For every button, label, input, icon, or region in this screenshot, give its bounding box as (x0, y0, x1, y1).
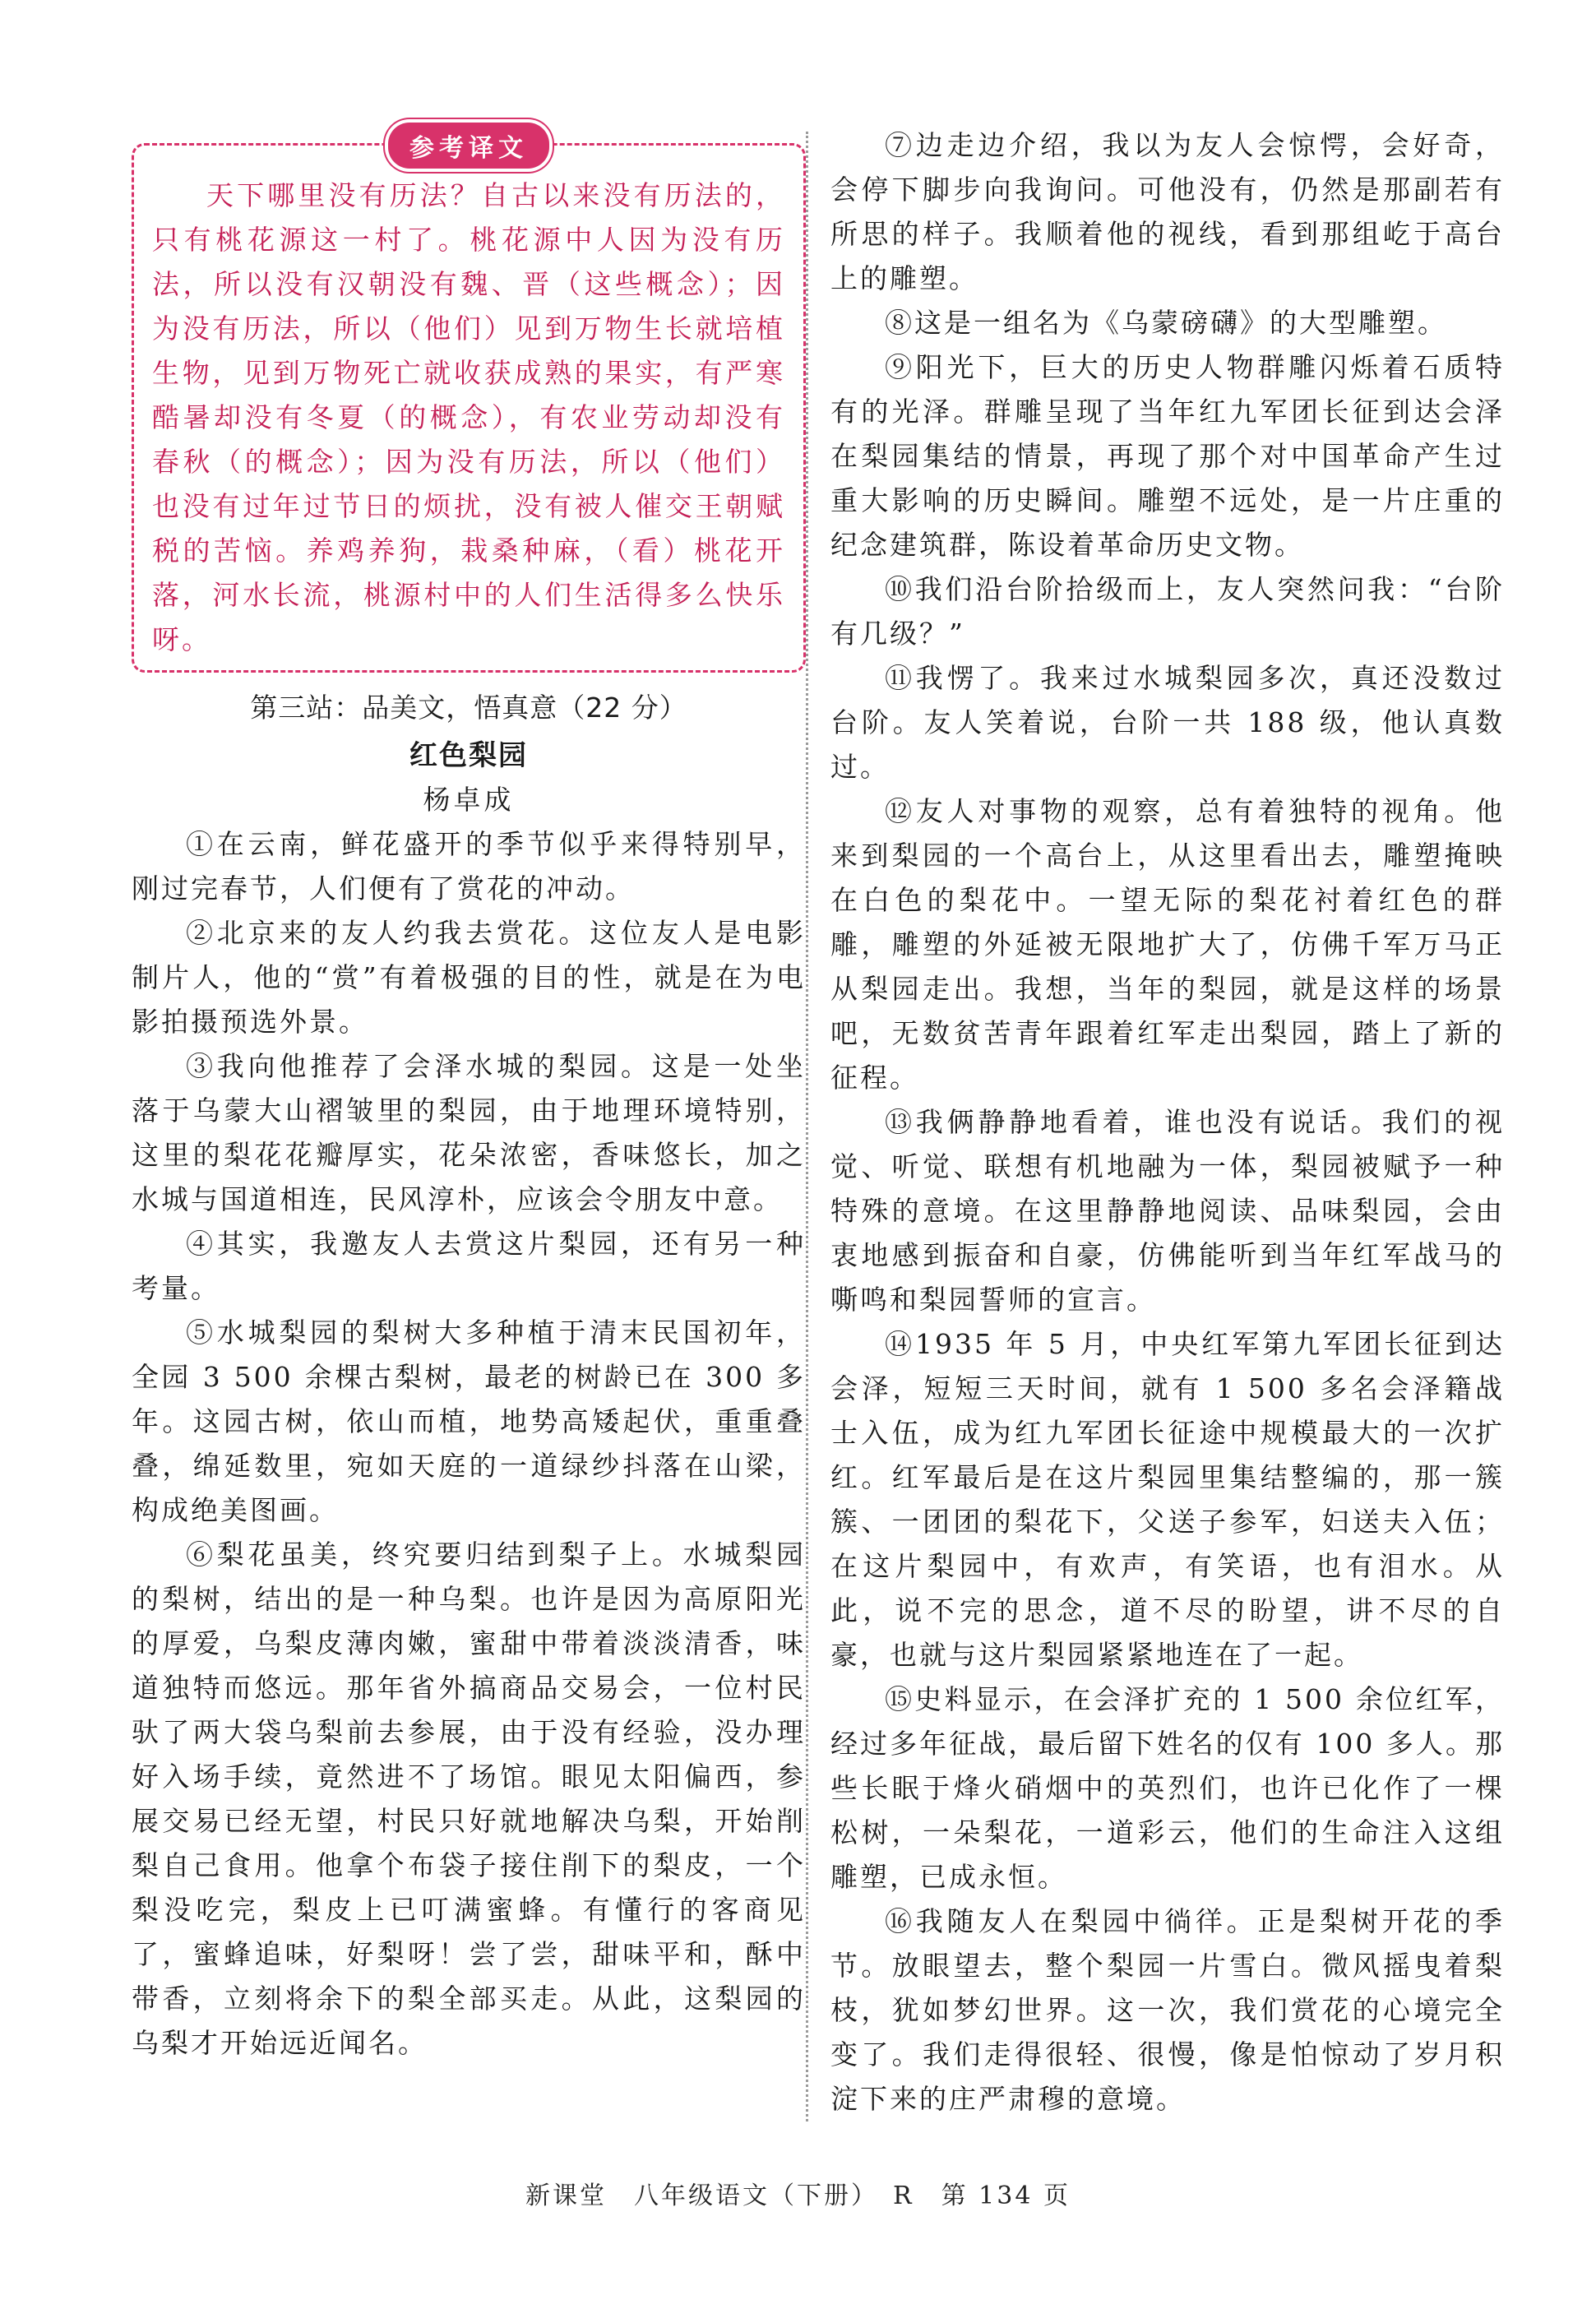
paragraph-12: ⑫友人对事物的观察，总有着独特的视角。他来到梨园的一个高台上，从这里看出去，雕塑掩映在白色的梨花中。一望无际的梨花衬着红色的群雕，雕塑的外延被无限地扩大了，仿佛千军万马正从梨园走出。我想，当年的梨园，就是这样的场景吧，无数贫苦青年跟着红军走出梨园，踏上了新的征程。 (830, 795, 1505, 1094)
paragraph-8: ⑧这是一组名为《乌蒙磅礴》的大型雕塑。 (885, 307, 1447, 339)
paragraph-13: ⑬我俩静静地看着，谁也没有说话。我们的视觉、听觉、联想有机地融为一体，梨园被赋予一种特殊的意境。在这里静静地阅读、品味梨园，会由衷地感到振奋和自豪，仿佛能听到当年红军战马的嘶鸣和梨园誓师的宣言。 (830, 1106, 1505, 1316)
paragraph-7: ⑦边走边介绍，我以为友人会惊愕，会好奇，会停下脚步向我询问。可他没有，仍然是那副若有所思的样子。我顺着他的视线，看到那组屹于高台上的雕塑。 (830, 129, 1505, 294)
reference-translation-box (132, 134, 806, 673)
left-column (132, 123, 806, 2066)
paragraph-14: ⑭1935 年 5 月，中央红军第九军团长征到达会泽，短短三天时间，就有 1 500 多名会泽籍战士入伍，成为红九军团长征途中规模最大的一次扩红。红军最后是在这片梨园里集结整编的，那一簇簇、一团团的梨花下，父送子参军，妇送夫入伍；在这片梨园中，有欢声，有笑语，也有泪水。从此，说不完的思念，道不尽的盼望，讲不尽的自豪，也就与这片梨园紧紧地连在了一起。 (830, 1328, 1505, 1671)
paragraph-3: ③我向他推荐了会泽水城的梨园。这是一处坐落于乌蒙大山褶皱里的梨园，由于地理环境特别，这里的梨花花瓣厚实，花朵浓密，香味悠长，加之水城与国道相连，民风淳朴，应该会令朋友中意。 (132, 1050, 806, 1215)
paragraph-4: ④其实，我邀友人去赏这片梨园，还有另一种考量。 (132, 1228, 806, 1304)
article-title: 红色梨园 (409, 739, 528, 772)
column-divider (806, 132, 808, 2121)
right-column (830, 123, 1505, 2121)
paragraph-9: ⑨阳光下，巨大的历史人物群雕闪烁着石质特有的光泽。群雕呈现了当年红九军团长征到达会泽在梨园集结的情景，再现了那个对中国革命产生过重大影响的历史瞬间。雕塑不远处，是一片庄重的纪念建筑群，陈设着革命历史文物。 (830, 351, 1505, 561)
section-title: 第三站：品美文，悟真意（22 分） (250, 692, 687, 724)
box-title-badge: 参考译文 (388, 123, 549, 169)
paragraph-10: ⑩我们沿台阶拾级而上，友人突然问我：“台阶有几级？” (830, 573, 1505, 650)
translation-text: 天下哪里没有历法？自古以来没有历法的，只有桃花源这一村了。桃花源中人因为没有历法，所以没有汉朝没有魏、晋（这些概念）；因为没有历法，所以（他们）见到万物生长就培植生物，见到万物死亡就收获成熟的果实，有严寒酷暑却没有冬夏（的概念），有农业劳动却没有春秋（的概念）；因为没有历法，所以（他们）也没有过年过节日的烦扰，没有被人催交王朝赋税的苦恼。养鸡养狗，栽桑种麻，（看）桃花开落，河水长流，桃源村中的人们生活得多么快乐呀。 (152, 179, 785, 655)
paragraph-6: ⑥梨花虽美，终究要归结到梨子上。水城梨园的梨树，结出的是一种乌梨。也许是因为高原阳光的厚爱，乌梨皮薄肉嫩，蜜甜中带着淡淡清香，味道独特而悠远。那年省外搞商品交易会，一位村民驮了两大袋乌梨前去参展，由于没有经验，没办理好入场手续，竟然进不了场馆。眼见太阳偏西，参展交易已经无望，村民只好就地解决乌梨，开始削梨自己食用。他拿个布袋子接住削下的梨皮，一个梨没吃完，梨皮上已叮满蜜蜂。有懂行的客商见了，蜜蜂追味，好梨呀！尝了尝，甜味平和，酥中带香，立刻将余下的梨全部买走。从此，这梨园的乌梨才开始远近闻名。 (132, 1538, 806, 2059)
paragraph-2: ②北京来的友人约我去赏花。这位友人是电影制片人，他的“赏”有着极强的目的性，就是在为电影拍摄预选外景。 (132, 917, 806, 1038)
paragraph-11: ⑪我愣了。我来过水城梨园多次，真还没数过台阶。友人笑着说，台阶一共 188 级，他认真数过。 (830, 662, 1505, 783)
paragraph-16: ⑯我随友人在梨园中徜徉。正是梨树开花的季节。放眼望去，整个梨园一片雪白。微风摇曳着梨枝，犹如梦幻世界。这一次，我们赏花的心境完全变了。我们走得很轻、很慢，像是怕惊动了岁月积淀下来的庄严肃穆的意境。 (830, 1905, 1505, 2115)
paragraph-1: ①在云南，鲜花盛开的季节似乎来得特别早，刚过完春节，人们便有了赏花的冲动。 (132, 828, 806, 905)
article-author: 杨卓成 (423, 784, 515, 816)
paragraph-5: ⑤水城梨园的梨树大多种植于清末民国初年，全园 3 500 余棵古梨树，最老的树龄已在 300 多年。这园古树，依山而植，地势高矮起伏，重重叠叠，绵延数里，宛如天庭的一道绿纱抖落在山梁，构成绝美图画。 (132, 1316, 806, 1526)
paragraph-15: ⑮史料显示，在会泽扩充的 1 500 余位红军，经过多年征战，最后留下姓名的仅有 100 多人。那些长眠于烽火硝烟中的英烈们，也许已化作了一棵松树，一朵梨花，一道彩云，他们的生命注入这组雕塑，已成永恒。 (830, 1683, 1505, 1893)
page-footer: 新课堂 八年级语文（下册） R 第 134 页 (525, 2182, 1071, 2210)
